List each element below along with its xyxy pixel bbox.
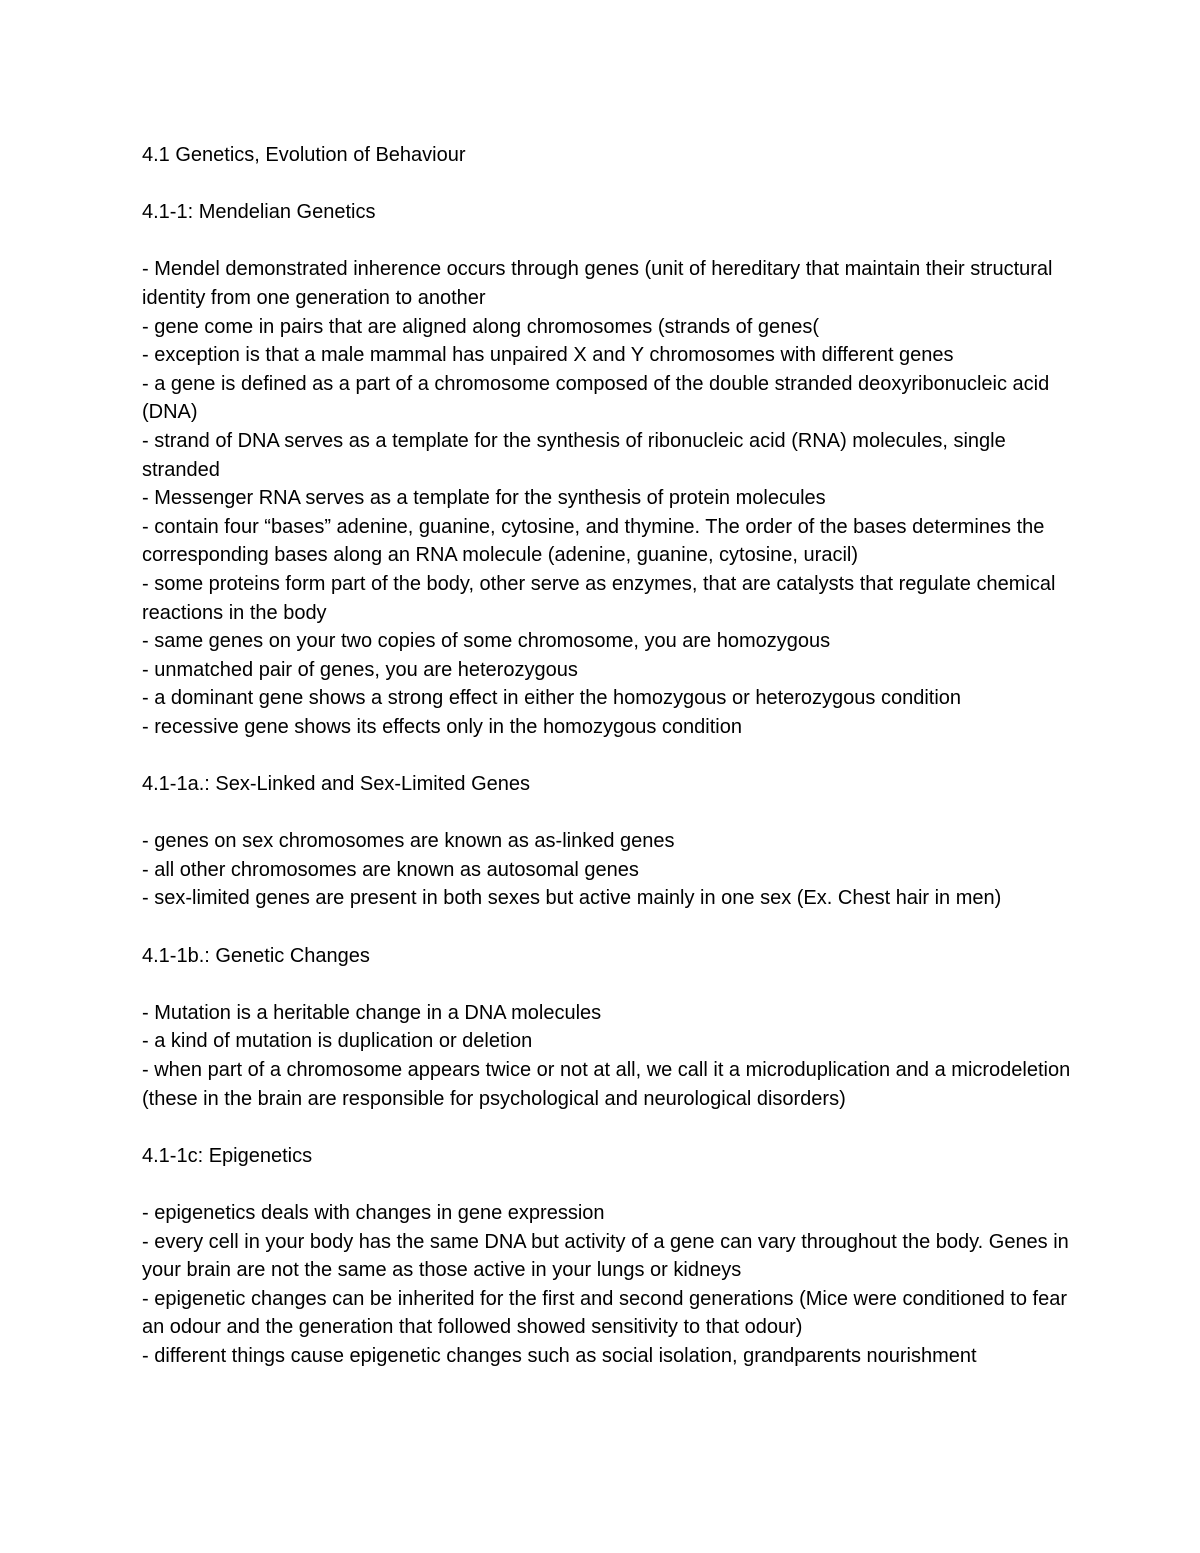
bullet-item: - contain four “bases” adenine, guanine, cytosine, and thymine. The order of the bases determines the corresponding bases along an RNA molecule (adenine, guanine, cytosine, uracil) xyxy=(142,515,1045,567)
bullet-item: - recessive gene shows its effects only in the homozygous condition xyxy=(142,715,742,738)
bullet-item: - exception is that a male mammal has unpaired X and Y chromosomes with different genes xyxy=(142,344,954,367)
bullet-item: - when part of a chromosome appears twice or not at all, we call it a microduplication and a microdeletion (these in the brain are responsible for psychological and neurological disorders) xyxy=(142,1059,1071,1110)
bullet-item: - Messenger RNA serves as a template for the synthesis of protein molecules xyxy=(142,487,826,510)
bullet-item: - genes on sex chromosomes are known as as-linked genes xyxy=(142,830,675,853)
document-title: 4.1 Genetics, Evolution of Behaviour xyxy=(142,144,466,166)
bullet-list xyxy=(142,827,1082,913)
section-heading: 4.1-1a.: Sex-Linked and Sex-Limited Genes xyxy=(142,773,530,796)
bullet-item: - Mutation is a heritable change in a DNA molecules xyxy=(142,1001,602,1024)
section-heading: 4.1-1c: Epigenetics xyxy=(142,1144,313,1167)
bullet-item: - gene come in pairs that are aligned along chromosomes (strands of genes( xyxy=(142,315,820,338)
bullet-item: - strand of DNA serves as a template for the synthesis of ribonucleic acid (RNA) molecules, single stranded xyxy=(142,429,1006,481)
section-mendelian-genetics xyxy=(142,198,1082,741)
bullet-item: - different things cause epigenetic changes such as social isolation, grandparents nourishment xyxy=(142,1344,977,1367)
section-heading: 4.1-1b.: Genetic Changes xyxy=(142,944,370,967)
bullet-item: - epigenetics deals with changes in gene expression xyxy=(142,1201,605,1224)
section-heading: 4.1-1: Mendelian Genetics xyxy=(142,201,376,224)
section-sex-linked-genes xyxy=(142,770,1082,913)
bullet-item: - a gene is defined as a part of a chromosome composed of the double stranded deoxyribonucleic acid (DNA) xyxy=(142,372,1050,424)
bullet-item: - some proteins form part of the body, other serve as enzymes, that are catalysts that regulate chemical reactions in the body xyxy=(142,572,1056,624)
bullet-list xyxy=(142,255,1082,741)
bullet-list xyxy=(142,1199,1082,1371)
bullet-item: - same genes on your two copies of some chromosome, you are homozygous xyxy=(142,630,831,653)
bullet-item: - epigenetic changes can be inherited for the first and second generations (Mice were conditioned to fear an odour and the generation that followed showed sensitivity to that odour) xyxy=(142,1287,1067,1339)
bullet-item: - sex-limited genes are present in both sexes but active mainly in one sex (Ex. Chest hair in men) xyxy=(142,887,1002,910)
bullet-list xyxy=(142,999,1082,1113)
section-epigenetics xyxy=(142,1142,1082,1371)
bullet-item: - a dominant gene shows a strong effect in either the homozygous or heterozygous condition xyxy=(142,687,962,710)
bullet-item: - every cell in your body has the same DNA but activity of a gene can vary throughout the body. Genes in your brain are not the same as those active in your lungs or kidneys xyxy=(142,1230,1069,1282)
bullet-item: - Mendel demonstrated inherence occurs through genes (unit of hereditary that maintain their structural identity from one generation to another xyxy=(142,258,1053,309)
bullet-item: - unmatched pair of genes, you are heterozygous xyxy=(142,658,578,681)
bullet-item: - all other chromosomes are known as autosomal genes xyxy=(142,858,639,881)
bullet-item: - a kind of mutation is duplication or deletion xyxy=(142,1030,533,1053)
document-body xyxy=(142,141,1082,1371)
section-genetic-changes xyxy=(142,942,1082,1114)
